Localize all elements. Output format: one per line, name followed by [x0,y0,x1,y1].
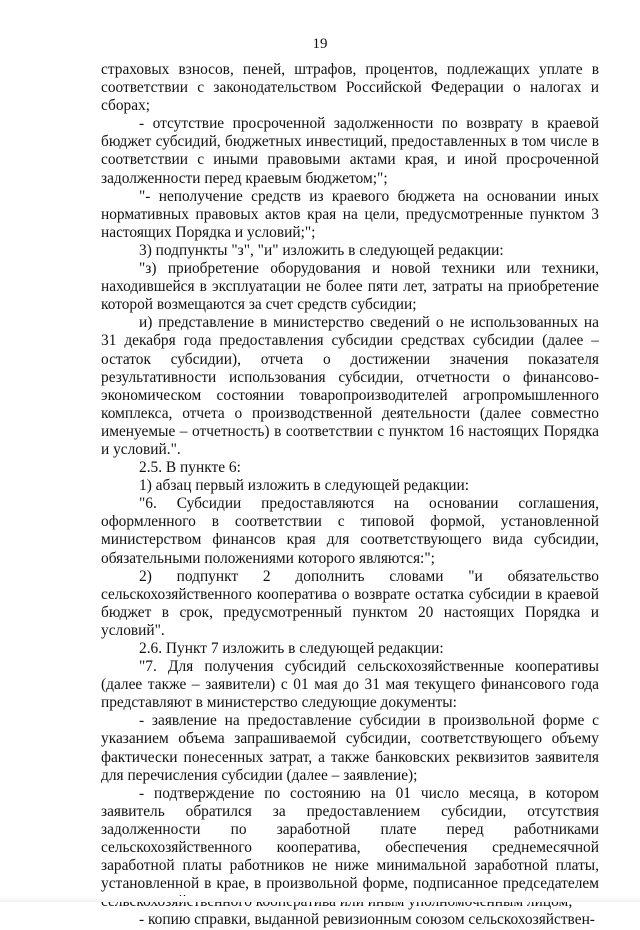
paragraph: - отсутствие просроченной задолженности по возврату в краевой бюджет субсидий, бюджетных инвестиций, предоставленных в том числе в соответствии с иными правовыми актами края, и иной просроченной задолженности перед краевым бюджетом;"; [101,115,599,187]
scan-edge [0,896,640,902]
paragraph: 1) абзац первый изложить в следующей редакции: [139,477,470,495]
paragraph: "з) приобретение оборудования и новой техники или техники, находившейся в эксплуатации не более пяти лет, затраты на приобретение которой возмещаются за счет средств субсидии; [101,260,599,314]
body-text [101,61,599,930]
paragraph: "6. Субсидии предоставляются на основании соглашения, оформленного в соответствии с типовой формой, установленной министерством финансов края для соответствующего вида субсидии, обязательными положениями которого являются:"; [101,495,599,567]
paragraph: 2.5. В пункте 6: [139,459,241,477]
paragraph: и) представление в министерство сведений о не использованных на 31 декабря года предоставления субсидии средствах субсидии (далее – остаток субсидии), отчета о достижении значения показателя результативности использования субсидии, отчетности о финансово-экономическом состоянии товаропроизводителей агропромышленного комплекса, отчета о производственной деятельности (далее совместно именуемые – отчетность) в соответствии с пунктом 16 настоящих Порядка и условий.". [101,314,599,458]
paragraph: 2) подпункт 2 дополнить словами "и обязательство сельскохозяйственного кооператива о возврате остатка субсидии в краевой бюджет в срок, предусмотренный пунктом 20 настоящих Порядка и условий". [101,567,599,639]
paragraph: "- неполучение средств из краевого бюджета на основании иных нормативных правовых актов края на цели, предусмотренные пунктом 3 настоящих Порядка и условий;"; [101,187,599,241]
paragraph: - копию справки, выданной ревизионным союзом сельскохозяйствен- [139,911,595,929]
page-number: 19 [312,36,328,52]
paragraph: 2.6. Пункт 7 изложить в следующей редакции: [139,640,444,657]
paragraph: "7. Для получения субсидий сельскохозяйственные кооперативы (далее также – заявители) с 01 мая до 31 мая текущего финансового года представляют в министерство следующие документы: [101,658,599,712]
paragraph: страховых взносов, пеней, штрафов, процентов, подлежащих уплате в соответствии с законодательством Российской Федерации о налогах и сборах; [101,61,599,115]
paragraph: 3) подпункты "з", "и" изложить в следующей редакции: [139,241,504,259]
paragraph: - подтверждение по состоянию на 01 число месяца, в котором заявитель обратился за предоставлением субсидии, отсутствия задолженности по заработной плате перед работниками сельскохозяйственного кооператива, обеспечения среднемесячной заработной платы работников не ниже минимальной заработной платы, установленной в крае, в произвольной форме, подписанное председателем [101,784,599,893]
paragraph: - заявление на предоставление субсидии в произвольной форме с указанием объема запрашиваемой субсидии, соответствующего объему фактически понесенных затрат, а также банковских реквизитов заявителя для перечисления субсидии (далее – заявление); [101,712,599,784]
